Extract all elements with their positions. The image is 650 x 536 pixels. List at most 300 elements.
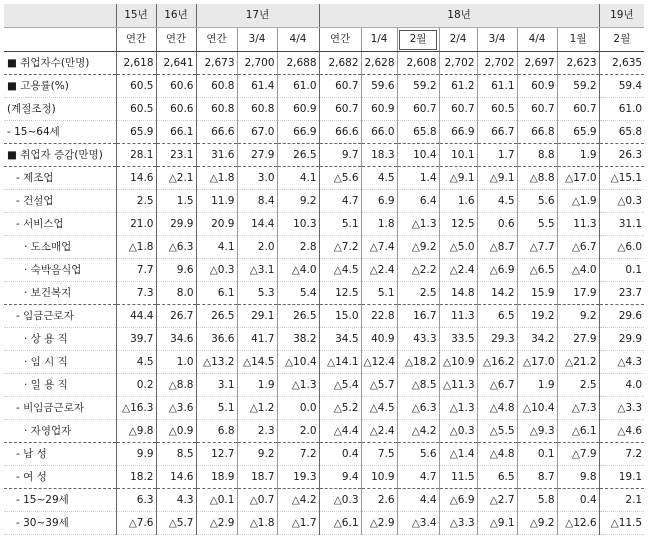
employment-stats-table: [4, 4, 644, 535]
row-label: - 여 성: [4, 466, 116, 489]
value-cell: 2.0: [277, 420, 319, 443]
value-cell: 18.2: [116, 466, 156, 489]
value-cell: △4.2: [397, 420, 439, 443]
value-cell: △5.7: [361, 374, 397, 397]
value-cell: 60.7: [557, 98, 599, 121]
value-cell: 61.0: [277, 75, 319, 98]
value-cell: 29.9: [599, 328, 644, 351]
value-cell: △8.8: [517, 167, 557, 190]
value-cell: △10.9: [439, 351, 477, 374]
value-cell: 5.5: [517, 213, 557, 236]
value-cell: 33.5: [439, 328, 477, 351]
table-row: [4, 351, 644, 374]
value-cell: 39.7: [116, 328, 156, 351]
value-cell: 1.8: [361, 213, 397, 236]
value-cell: 60.5: [116, 75, 156, 98]
row-label: · 숙박음식업: [4, 259, 116, 282]
value-cell: 8.4: [237, 190, 277, 213]
value-cell: 4.5: [361, 167, 397, 190]
value-cell: △0.1: [196, 489, 237, 512]
value-cell: 60.9: [277, 98, 319, 121]
value-cell: 60.7: [439, 98, 477, 121]
value-cell: △0.3: [439, 420, 477, 443]
value-cell: △9.1: [477, 167, 517, 190]
value-cell: 8.8: [517, 144, 557, 167]
value-cell: △4.5: [361, 397, 397, 420]
row-label: ■ 취업자 증감(만명): [4, 144, 116, 167]
value-cell: 0.1: [599, 259, 644, 282]
value-cell: 22.8: [361, 305, 397, 328]
value-cell: 65.8: [599, 121, 644, 144]
value-cell: 1.6: [439, 190, 477, 213]
value-cell: 66.1: [156, 121, 196, 144]
value-cell: 26.5: [277, 144, 319, 167]
table-row: [4, 98, 644, 121]
value-cell: △9.2: [397, 236, 439, 259]
value-cell: △5.0: [439, 236, 477, 259]
value-cell: 29.1: [237, 305, 277, 328]
value-cell: △7.6: [116, 512, 156, 535]
value-cell: 1.5: [156, 190, 196, 213]
table-row: [4, 512, 644, 535]
period-header: 2월: [397, 28, 439, 52]
value-cell: △4.6: [599, 420, 644, 443]
value-cell: 23.7: [599, 282, 644, 305]
value-cell: 9.4: [319, 466, 361, 489]
value-cell: 0.1: [517, 443, 557, 466]
row-label: ■ 취업자수(만명): [4, 52, 116, 75]
year-header: 18년: [319, 4, 599, 28]
value-cell: 0.0: [277, 397, 319, 420]
value-cell: 8.7: [517, 466, 557, 489]
value-cell: △1.8: [196, 167, 237, 190]
value-cell: 15.0: [319, 305, 361, 328]
value-cell: △1.8: [116, 236, 156, 259]
value-cell: 4.4: [397, 489, 439, 512]
value-cell: 5.6: [517, 190, 557, 213]
value-cell: 14.4: [237, 213, 277, 236]
value-cell: 4.5: [477, 190, 517, 213]
row-label: - 임금근로자: [4, 305, 116, 328]
value-cell: 60.6: [156, 75, 196, 98]
period-header: 1/4: [361, 28, 397, 52]
value-cell: △13.2: [196, 351, 237, 374]
table-row: [4, 213, 644, 236]
row-label: - 제조업: [4, 167, 116, 190]
value-cell: 65.8: [397, 121, 439, 144]
value-cell: 67.0: [237, 121, 277, 144]
value-cell: 66.9: [277, 121, 319, 144]
value-cell: △1.3: [277, 374, 319, 397]
value-cell: △7.9: [557, 443, 599, 466]
value-cell: 66.8: [517, 121, 557, 144]
value-cell: 12.7: [196, 443, 237, 466]
value-cell: 34.6: [156, 328, 196, 351]
period-header: 연간: [156, 28, 196, 52]
table-row: [4, 397, 644, 420]
year-header: 15년: [116, 4, 156, 28]
value-cell: △2.4: [361, 259, 397, 282]
table-row: [4, 305, 644, 328]
row-label: - 건설업: [4, 190, 116, 213]
year-header: 19년: [599, 4, 644, 28]
value-cell: 6.1: [196, 282, 237, 305]
value-cell: 5.1: [196, 397, 237, 420]
value-cell: 4.0: [599, 374, 644, 397]
value-cell: △8.8: [156, 374, 196, 397]
value-cell: 2.5: [397, 282, 439, 305]
value-cell: △6.1: [319, 512, 361, 535]
table-row: [4, 328, 644, 351]
row-label: - 30~39세: [4, 512, 116, 535]
value-cell: 29.9: [156, 213, 196, 236]
value-cell: △1.3: [439, 397, 477, 420]
value-cell: 34.5: [319, 328, 361, 351]
value-cell: △0.3: [319, 489, 361, 512]
value-cell: △6.3: [397, 397, 439, 420]
value-cell: 8.5: [156, 443, 196, 466]
value-cell: 1.9: [237, 374, 277, 397]
table-row: [4, 466, 644, 489]
value-cell: 6.4: [397, 190, 439, 213]
value-cell: 15.9: [517, 282, 557, 305]
value-cell: △7.4: [361, 236, 397, 259]
value-cell: 2.1: [599, 489, 644, 512]
value-cell: 8.0: [156, 282, 196, 305]
value-cell: △6.0: [599, 236, 644, 259]
value-cell: 38.2: [277, 328, 319, 351]
value-cell: △5.5: [477, 420, 517, 443]
value-cell: △4.8: [477, 397, 517, 420]
value-cell: △3.6: [156, 397, 196, 420]
row-label: · 일 용 직: [4, 374, 116, 397]
value-cell: 7.2: [599, 443, 644, 466]
value-cell: 5.3: [237, 282, 277, 305]
value-cell: △9.3: [517, 420, 557, 443]
value-cell: 27.9: [557, 328, 599, 351]
value-cell: 4.7: [397, 466, 439, 489]
value-cell: 18.7: [237, 466, 277, 489]
value-cell: 9.2: [557, 305, 599, 328]
value-cell: 2,697: [517, 52, 557, 75]
value-cell: △1.7: [277, 512, 319, 535]
value-cell: 11.9: [196, 190, 237, 213]
value-cell: △6.9: [439, 489, 477, 512]
value-cell: △4.8: [477, 443, 517, 466]
row-label: · 보건복지: [4, 282, 116, 305]
value-cell: △11.5: [599, 512, 644, 535]
value-cell: 4.1: [196, 236, 237, 259]
value-cell: △12.4: [361, 351, 397, 374]
value-cell: △4.0: [557, 259, 599, 282]
value-cell: 2,688: [277, 52, 319, 75]
value-cell: 14.2: [477, 282, 517, 305]
value-cell: △1.9: [557, 190, 599, 213]
value-cell: 9.2: [277, 190, 319, 213]
table-row: [4, 259, 644, 282]
value-cell: 43.3: [397, 328, 439, 351]
table-row: [4, 282, 644, 305]
value-cell: 10.3: [277, 213, 319, 236]
value-cell: 21.0: [116, 213, 156, 236]
value-cell: 28.1: [116, 144, 156, 167]
value-cell: △1.3: [397, 213, 439, 236]
value-cell: 2,702: [439, 52, 477, 75]
value-cell: 2.5: [116, 190, 156, 213]
value-cell: △8.7: [477, 236, 517, 259]
value-cell: △15.1: [599, 167, 644, 190]
value-cell: 27.9: [237, 144, 277, 167]
value-cell: 61.4: [237, 75, 277, 98]
value-cell: 6.9: [361, 190, 397, 213]
period-header: 2월: [599, 28, 644, 52]
value-cell: △9.1: [439, 167, 477, 190]
value-cell: 3.1: [196, 374, 237, 397]
value-cell: △16.2: [477, 351, 517, 374]
table-row: [4, 489, 644, 512]
table-row: [4, 52, 644, 75]
value-cell: 60.8: [196, 75, 237, 98]
value-cell: △1.2: [237, 397, 277, 420]
value-cell: 60.5: [116, 98, 156, 121]
value-cell: △14.5: [237, 351, 277, 374]
table-body: [4, 52, 644, 535]
value-cell: 31.6: [196, 144, 237, 167]
value-cell: △8.5: [397, 374, 439, 397]
value-cell: △2.9: [361, 512, 397, 535]
value-cell: △1.4: [439, 443, 477, 466]
value-cell: △0.3: [599, 190, 644, 213]
value-cell: 4.1: [277, 167, 319, 190]
value-cell: △3.1: [237, 259, 277, 282]
value-cell: 66.6: [196, 121, 237, 144]
table-row: [4, 190, 644, 213]
value-cell: △6.3: [156, 236, 196, 259]
value-cell: △4.3: [599, 351, 644, 374]
value-cell: 18.9: [196, 466, 237, 489]
value-cell: 10.4: [397, 144, 439, 167]
value-cell: △3.3: [599, 397, 644, 420]
value-cell: 60.7: [517, 98, 557, 121]
value-cell: △11.3: [439, 374, 477, 397]
row-label: · 상 용 직: [4, 328, 116, 351]
value-cell: 66.6: [319, 121, 361, 144]
value-cell: △9.2: [517, 512, 557, 535]
value-cell: 60.7: [397, 98, 439, 121]
row-label: · 도소매업: [4, 236, 116, 259]
value-cell: △7.7: [517, 236, 557, 259]
value-cell: 10.9: [361, 466, 397, 489]
value-cell: 19.3: [277, 466, 319, 489]
table-row: [4, 420, 644, 443]
row-label: · 임 시 직: [4, 351, 116, 374]
value-cell: 5.4: [277, 282, 319, 305]
table-row: [4, 167, 644, 190]
value-cell: 36.6: [196, 328, 237, 351]
value-cell: 20.9: [196, 213, 237, 236]
table-row: [4, 443, 644, 466]
value-cell: 4.5: [116, 351, 156, 374]
value-cell: 2.8: [277, 236, 319, 259]
value-cell: △0.3: [196, 259, 237, 282]
value-cell: 9.6: [156, 259, 196, 282]
value-cell: 60.9: [361, 98, 397, 121]
value-cell: 12.5: [439, 213, 477, 236]
value-cell: 2,608: [397, 52, 439, 75]
value-cell: △21.2: [557, 351, 599, 374]
value-cell: 0.4: [557, 489, 599, 512]
value-cell: 5.6: [397, 443, 439, 466]
value-cell: △2.2: [397, 259, 439, 282]
value-cell: 9.2: [237, 443, 277, 466]
period-header: 3/4: [237, 28, 277, 52]
value-cell: 14.6: [156, 466, 196, 489]
value-cell: 11.3: [557, 213, 599, 236]
row-label: - 비임금근로자: [4, 397, 116, 420]
value-cell: △6.5: [517, 259, 557, 282]
value-cell: 12.5: [319, 282, 361, 305]
value-cell: 7.5: [361, 443, 397, 466]
value-cell: △17.0: [557, 167, 599, 190]
table-row: [4, 75, 644, 98]
value-cell: 10.1: [439, 144, 477, 167]
value-cell: 14.6: [116, 167, 156, 190]
value-cell: △2.9: [196, 512, 237, 535]
value-cell: △3.4: [397, 512, 439, 535]
value-cell: 1.4: [397, 167, 439, 190]
value-cell: 18.3: [361, 144, 397, 167]
value-cell: 19.2: [517, 305, 557, 328]
value-cell: 1.7: [477, 144, 517, 167]
value-cell: 44.4: [116, 305, 156, 328]
value-cell: △4.0: [277, 259, 319, 282]
value-cell: △6.7: [477, 374, 517, 397]
value-cell: 5.1: [361, 282, 397, 305]
value-cell: △16.3: [116, 397, 156, 420]
value-cell: 4.7: [319, 190, 361, 213]
period-header: 4/4: [277, 28, 319, 52]
table-row: [4, 121, 644, 144]
value-cell: △2.7: [477, 489, 517, 512]
year-header: 16년: [156, 4, 196, 28]
value-cell: △12.6: [557, 512, 599, 535]
value-cell: 60.7: [319, 75, 361, 98]
value-cell: 66.0: [361, 121, 397, 144]
row-label: · 자영업자: [4, 420, 116, 443]
value-cell: 2,700: [237, 52, 277, 75]
value-cell: 0.4: [319, 443, 361, 466]
value-cell: 2,623: [557, 52, 599, 75]
value-cell: △18.2: [397, 351, 439, 374]
corner-cell-sub: [4, 28, 116, 52]
value-cell: 5.1: [319, 213, 361, 236]
table-row: [4, 236, 644, 259]
value-cell: △10.4: [277, 351, 319, 374]
value-cell: △5.2: [319, 397, 361, 420]
row-label: (계절조정): [4, 98, 116, 121]
period-header: 연간: [319, 28, 361, 52]
period-header-row: [4, 28, 644, 52]
value-cell: 0.6: [477, 213, 517, 236]
value-cell: 0.2: [116, 374, 156, 397]
value-cell: △5.6: [319, 167, 361, 190]
value-cell: 65.9: [116, 121, 156, 144]
value-cell: 7.2: [277, 443, 319, 466]
period-header: 연간: [116, 28, 156, 52]
value-cell: 17.9: [557, 282, 599, 305]
value-cell: 2,673: [196, 52, 237, 75]
value-cell: △4.4: [319, 420, 361, 443]
value-cell: 3.0: [237, 167, 277, 190]
value-cell: △14.1: [319, 351, 361, 374]
value-cell: 31.1: [599, 213, 644, 236]
value-cell: △6.7: [557, 236, 599, 259]
value-cell: △2.1: [156, 167, 196, 190]
value-cell: 59.2: [557, 75, 599, 98]
row-label: - 서비스업: [4, 213, 116, 236]
value-cell: △6.1: [557, 420, 599, 443]
value-cell: 26.5: [277, 305, 319, 328]
year-header-row: [4, 4, 644, 28]
value-cell: 26.5: [196, 305, 237, 328]
row-label: ■ 고용률(%): [4, 75, 116, 98]
value-cell: 41.7: [237, 328, 277, 351]
value-cell: 2,702: [477, 52, 517, 75]
value-cell: 65.9: [557, 121, 599, 144]
value-cell: △0.9: [156, 420, 196, 443]
period-header: 2/4: [439, 28, 477, 52]
value-cell: △2.4: [439, 259, 477, 282]
value-cell: 2.0: [237, 236, 277, 259]
period-header: 4/4: [517, 28, 557, 52]
value-cell: △9.8: [116, 420, 156, 443]
value-cell: 1.9: [557, 144, 599, 167]
value-cell: 5.8: [517, 489, 557, 512]
period-header: 1월: [557, 28, 599, 52]
value-cell: 29.6: [599, 305, 644, 328]
value-cell: 1.9: [517, 374, 557, 397]
value-cell: 66.9: [439, 121, 477, 144]
value-cell: △7.2: [319, 236, 361, 259]
value-cell: 60.8: [196, 98, 237, 121]
value-cell: △3.3: [439, 512, 477, 535]
value-cell: △1.8: [237, 512, 277, 535]
value-cell: 59.4: [599, 75, 644, 98]
value-cell: 11.5: [439, 466, 477, 489]
value-cell: 9.9: [116, 443, 156, 466]
value-cell: 26.3: [599, 144, 644, 167]
value-cell: 2,628: [361, 52, 397, 75]
value-cell: 66.7: [477, 121, 517, 144]
value-cell: 60.6: [156, 98, 196, 121]
value-cell: 2,641: [156, 52, 196, 75]
value-cell: 7.3: [116, 282, 156, 305]
corner-cell: [4, 4, 116, 28]
value-cell: 6.5: [477, 305, 517, 328]
value-cell: 60.7: [319, 98, 361, 121]
value-cell: 4.3: [156, 489, 196, 512]
period-header: 연간: [196, 28, 237, 52]
period-header: 3/4: [477, 28, 517, 52]
value-cell: 2,682: [319, 52, 361, 75]
value-cell: 59.2: [397, 75, 439, 98]
value-cell: 60.5: [477, 98, 517, 121]
value-cell: 6.5: [477, 466, 517, 489]
value-cell: 61.2: [439, 75, 477, 98]
value-cell: 16.7: [397, 305, 439, 328]
year-header: 17년: [196, 4, 319, 28]
value-cell: △10.4: [517, 397, 557, 420]
